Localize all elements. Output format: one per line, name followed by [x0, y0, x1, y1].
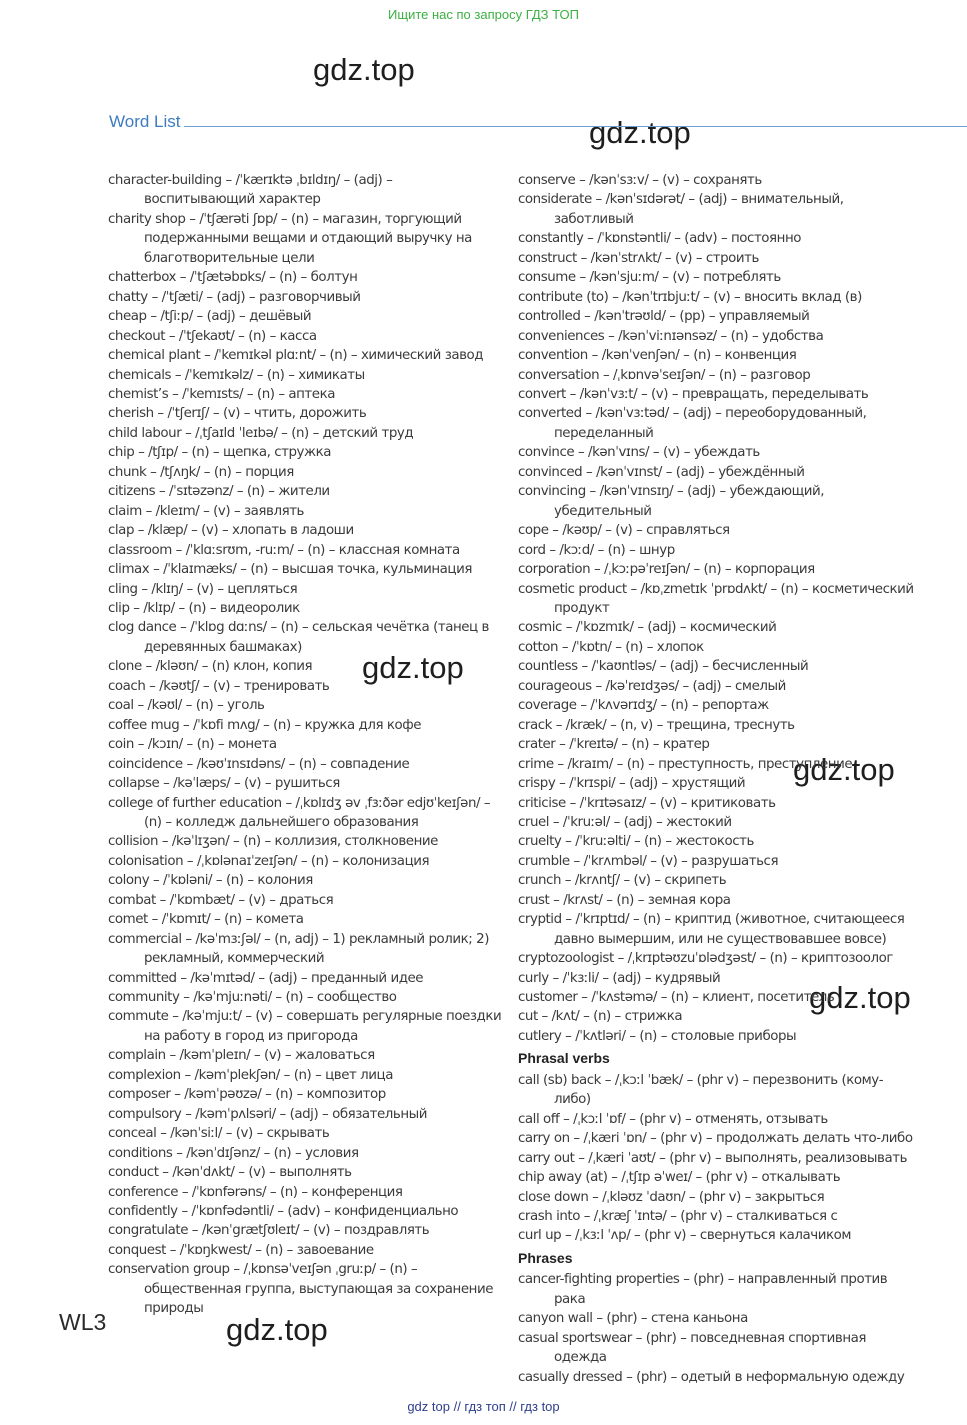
- word-entry: clap – /klæp/ – (v) – хлопать в ладоши: [108, 523, 354, 539]
- word-entry: call off – /ˌkɔːl ˈɒf/ – (phr v) – отменять, отзывать: [518, 1111, 828, 1127]
- word-entry: chip – /tʃɪp/ – (n) – щепка, стружка: [108, 445, 332, 461]
- word-entry: committed – /kəˈmɪtəd/ – (adj) – преданный идее: [108, 970, 424, 986]
- word-entry: climax – /ˈklaɪmæks/ – (n) – высшая точка, кульминация: [108, 562, 472, 578]
- word-entry: composer – /kəmˈpəʊzə/ – (n) – композитор: [108, 1087, 386, 1103]
- word-entry: convention – /kənˈvenʃən/ – (n) – конвенция: [518, 348, 797, 364]
- word-entry: constantly – /ˈkɒnstəntli/ – (adv) – постоянно: [518, 231, 802, 247]
- word-entry: criticise – /ˈkrɪtəsaɪz/ – (v) – критиковать: [518, 795, 776, 811]
- word-entry: chip away (at) – /ˌtʃɪp əˈweɪ/ – (phr v) – откалывать: [518, 1170, 841, 1186]
- word-entry: chatterbox – /ˈtʃætəbɒks/ – (n) – болтун: [108, 270, 358, 286]
- word-entry: carry on – /ˌkæri ˈɒn/ – (phr v) – продолжать делать что-либо: [518, 1131, 913, 1147]
- watermark-1: gdz.top: [313, 52, 415, 87]
- word-entry: coal – /kəʊl/ – (n) – уголь: [108, 698, 265, 714]
- word-entry: construct – /kənˈstrʌkt/ – (v) – строить: [518, 250, 759, 266]
- word-entry: courageous – /kəˈreɪdʒəs/ – (adj) – смелый: [518, 678, 786, 694]
- word-entry: coach – /kəʊtʃ/ – (v) – тренировать: [108, 678, 330, 694]
- word-entry: coincidence – /kəʊˈɪnsɪdəns/ – (n) – совпадение: [108, 756, 410, 772]
- word-entry: child labour – /ˌtʃaɪld ˈleɪbə/ – (n) – детский труд: [108, 425, 414, 441]
- word-entry: collision – /kəˈlɪʒən/ – (n) – коллизия, столкновение: [108, 834, 438, 850]
- word-entry: chemist’s – /ˈkemɪsts/ – (n) – аптека: [108, 386, 335, 402]
- word-entry: cryptid – /ˈkrɪptɪd/ – (n) – криптид (животное, считающееся давно вымершим, или не существовавшее вовсе): [518, 912, 905, 947]
- word-entry: consume – /kənˈsjuːm/ – (v) – потреблять: [518, 270, 781, 286]
- word-entry: controlled – /kənˈtrəʊld/ – (pp) – управляемый: [518, 309, 810, 325]
- title-rule: [184, 126, 967, 127]
- word-entry: convert – /kənˈvɜːt/ – (v) – превращать, переделывать: [518, 386, 869, 402]
- word-entry: cord – /kɔːd/ – (n) – шнур: [518, 542, 675, 558]
- right-entries: [518, 171, 918, 1046]
- word-entry: conceal – /kənˈsiːl/ – (v) – скрывать: [108, 1126, 330, 1142]
- word-entry: community – /kəˈmjuːnəti/ – (n) – сообщество: [108, 990, 397, 1006]
- word-entry: conveniences – /kənˈviːnɪənsəz/ – (n) – удобства: [518, 328, 824, 344]
- word-entry: crack – /kræk/ – (n, v) – трещина, треснуть: [518, 717, 795, 733]
- word-entry: claim – /kleɪm/ – (v) – заявлять: [108, 503, 304, 519]
- word-entry: conserve – /kənˈsɜːv/ – (v) – сохранять: [518, 173, 762, 188]
- watermark-5: gdz.top: [809, 980, 911, 1015]
- word-entry: contribute (to) – /kənˈtrɪbjuːt/ – (v) – вносить вклад (в): [518, 289, 862, 305]
- word-entry: curl up – /ˌkɜːl ˈʌp/ – (phr v) – свернуться калачиком: [518, 1228, 852, 1244]
- word-entry: congratulate – /kənˈgrætʃʊleɪt/ – (v) – поздравлять: [108, 1223, 430, 1239]
- word-entry: comet – /ˈkɒmɪt/ – (n) – комета: [108, 912, 304, 928]
- word-entry: combat – /ˈkɒmbæt/ – (v) – драться: [108, 892, 334, 908]
- watermark-4: gdz.top: [793, 752, 895, 787]
- word-entry: close down – /ˌkləʊz ˈdaʊn/ – (phr v) – закрыться: [518, 1189, 825, 1205]
- right-column: [518, 171, 918, 1387]
- word-entry: casual sportswear – (phr) – повседневная спортивная одежда: [518, 1330, 866, 1366]
- word-entry: convinced – /kənˈvɪnst/ – (adj) – убеждённый: [518, 464, 805, 480]
- word-entry: canyon wall – (phr) – стена каньона: [518, 1311, 748, 1327]
- word-entry: coverage – /ˈkʌvərɪdʒ/ – (n) – репортаж: [518, 698, 769, 714]
- phrases-heading: Phrases: [518, 1249, 573, 1266]
- word-entry: cling – /klɪŋ/ – (v) – цепляться: [108, 581, 298, 597]
- word-entry: cutlery – /ˈkʌtləri/ – (n) – столовые приборы: [518, 1028, 797, 1044]
- watermark-6: gdz.top: [226, 1312, 328, 1347]
- word-entry: considerate – /kənˈsɪdərət/ – (adj) – внимательный, заботливый: [518, 192, 844, 227]
- word-entry: colonisation – /ˌkɒlənaɪˈzeɪʃən/ – (n) – колонизация: [108, 853, 430, 869]
- word-entry: complexion – /kəmˈplekʃən/ – (n) – цвет лица: [108, 1067, 393, 1083]
- top-banner[interactable]: Ищите нас по запросу ГДЗ ТОП: [388, 7, 579, 22]
- word-entry: cosmic – /ˈkɒzmɪk/ – (adj) – космический: [518, 620, 777, 636]
- phrasal-entries: [518, 1071, 918, 1246]
- word-entry: chemical plant – /ˈkemɪkəl plɑːnt/ – (n) – химический завод: [108, 348, 484, 364]
- word-list-title: Word List: [109, 112, 181, 131]
- word-entry: convincing – /kənˈvɪnsɪŋ/ – (adj) – убеждающий, убедительный: [518, 484, 825, 519]
- word-entry: crumble – /ˈkrʌmbəl/ – (v) – разрушаться: [518, 853, 779, 869]
- word-entry: commercial – /kəˈmɜːʃəl/ – (n, adj) – 1) рекламный ролик; 2) рекламный, коммерческий: [108, 931, 489, 967]
- word-entry: conditions – /kənˈdɪʃənz/ – (n) – условия: [108, 1145, 359, 1161]
- word-entry: chatty – /ˈtʃæti/ – (adj) – разговорчивый: [108, 289, 361, 305]
- word-entry: crispy – /ˈkrɪspi/ – (adj) – хрустящий: [518, 776, 746, 792]
- word-entry: cotton – /ˈkɒtn/ – (n) – хлопок: [518, 639, 704, 655]
- word-entry: chemicals – /ˈkemɪkəlz/ – (n) – химикаты: [108, 367, 365, 383]
- left-column: [108, 171, 503, 1319]
- word-entry: cancer-fighting properties – (phr) – направленный против рака: [518, 1272, 888, 1307]
- word-entry: conversation – /ˌkɒnvəˈseɪʃən/ – (n) – разговор: [518, 367, 811, 383]
- word-entry: clone – /kləʊn/ – (n) клон, копия: [108, 659, 313, 675]
- word-entry: crash into – /ˌkræʃ ˈɪntə/ – (phr v) – сталкиваться с: [518, 1209, 838, 1225]
- page-number: WL3: [59, 1309, 107, 1335]
- word-entry: crunch – /krʌntʃ/ – (v) – скрипеть: [518, 873, 727, 889]
- word-entry: character-building – /ˈkærɪktə ˌbɪldɪŋ/ – (adj) – воспитывающий характер: [108, 173, 393, 208]
- word-entry: compulsory – /kəmˈpʌlsəri/ – (adj) – обязательный: [108, 1106, 428, 1122]
- word-entry: confidently – /ˈkɒnfədəntli/ – (adv) – конфиденциально: [108, 1204, 459, 1220]
- word-entry: cut – /kʌt/ – (n) – стрижка: [518, 1009, 683, 1025]
- word-entry: carry out – /ˌkæri ˈaʊt/ – (phr v) – выполнять, реализовывать: [518, 1150, 908, 1166]
- word-entry: coffee mug – /ˈkɒfi mʌg/ – (n) – кружка для кофе: [108, 717, 422, 733]
- word-entry: crust – /krʌst/ – (n) – земная кора: [518, 892, 731, 908]
- word-entry: conference – /ˈkɒnfərəns/ – (n) – конференция: [108, 1184, 403, 1200]
- word-entry: commute – /kəˈmjuːt/ – (v) – совершать регулярные поездки на работу в город из пригорода: [108, 1009, 502, 1044]
- word-entry: crime – /kraɪm/ – (n) – преступность, преступление: [518, 756, 853, 772]
- word-entry: chunk – /tʃʌŋk/ – (n) – порция: [108, 464, 294, 480]
- word-entry: conduct – /kənˈdʌkt/ – (v) – выполнять: [108, 1165, 352, 1181]
- word-entry: cruel – /ˈkruːəl/ – (adj) – жестокий: [518, 814, 732, 830]
- word-entry: college of further education – /ˌkɒlɪdʒ əv ˌfɜːðər edjʊˈkeɪʃən/ – (n) – колледж дальнейшего образования: [108, 795, 491, 830]
- word-entry: cherish – /ˈtʃerɪʃ/ – (v) – чтить, дорожить: [108, 406, 367, 422]
- word-entry: cope – /kəʊp/ – (v) – справляться: [518, 523, 730, 539]
- word-entry: convince – /kənˈvɪns/ – (v) – убеждать: [518, 445, 760, 461]
- word-entry: coin – /kɔɪn/ – (n) – монета: [108, 737, 277, 753]
- word-entry: checkout – /ˈtʃekaʊt/ – (n) – касса: [108, 328, 317, 344]
- word-entry: curly – /ˈkɜːli/ – (adj) – кудрявый: [518, 970, 721, 986]
- word-entry: countless – /ˈkaʊntləs/ – (adj) – бесчисленный: [518, 659, 809, 675]
- word-entry: cruelty – /ˈkruːəlti/ – (n) – жестокость: [518, 834, 754, 850]
- watermark-3: gdz.top: [362, 650, 464, 685]
- word-entry: collapse – /kəˈlæps/ – (v) – рушиться: [108, 776, 340, 792]
- word-entry: converted – /kənˈvɜːtəd/ – (adj) – переоборудованный, переделанный: [518, 406, 867, 441]
- word-entry: complain – /kəmˈpleɪn/ – (v) – жаловаться: [108, 1048, 375, 1064]
- word-entry: corporation – /ˌkɔːpəˈreɪʃən/ – (n) – корпорация: [518, 562, 815, 578]
- word-entry: conservation group – /ˌkɒnsəˈveɪʃən ˌgruːp/ – (n) – общественная группа, выступающая за сохранение природы: [108, 1262, 493, 1317]
- word-entry: classroom – /ˈklɑːsrʊm, -ruːm/ – (n) – классная комната: [108, 542, 460, 558]
- word-entry: cheap – /tʃiːp/ – (adj) – дешёвый: [108, 309, 312, 325]
- word-entry: conquest – /ˈkɒŋkwest/ – (n) – завоевание: [108, 1242, 374, 1258]
- word-entry: clog dance – /ˈklɒg dɑːns/ – (n) – сельская чечётка (танец в деревянных башмаках): [108, 620, 489, 655]
- word-entry: charity shop – /ˈtʃærəti ʃɒp/ – (n) – магазин, торгующий подержанными вещами и отдающий выручку на благотворительные цели: [108, 211, 472, 266]
- word-entry: clip – /klɪp/ – (n) – видеоролик: [108, 600, 300, 616]
- word-entry: customer – /ˈkʌstəmə/ – (n) – клиент, посетитель: [518, 990, 835, 1006]
- footer-links[interactable]: gdz top // гдз топ // гдз top: [407, 1399, 560, 1414]
- watermark-2: gdz.top: [589, 115, 691, 150]
- phrasal-verbs-heading: Phrasal verbs: [518, 1050, 610, 1067]
- word-entry: casually dressed – (phr) – одетый в неформальную одежду: [518, 1369, 905, 1385]
- word-entry: cosmetic product – /kɒˌzmetɪk ˈprɒdʌkt/ – (n) – косметический продукт: [518, 581, 914, 616]
- phrases-entries: [518, 1270, 918, 1387]
- word-entry: crater – /ˈkreɪtə/ – (n) – кратер: [518, 737, 710, 753]
- word-entry: call (sb) back – /ˌkɔːl ˈbæk/ – (phr v) – перезвонить (кому-либо): [518, 1072, 884, 1108]
- word-entry: cryptozoologist – /ˌkrɪptəʊzuˈɒlədʒəst/ – (n) – криптозоолог: [518, 951, 893, 967]
- word-entry: citizens – /ˈsɪtəzənz/ – (n) – жители: [108, 484, 330, 500]
- word-entry: colony – /ˈkɒləni/ – (n) – колония: [108, 873, 313, 889]
